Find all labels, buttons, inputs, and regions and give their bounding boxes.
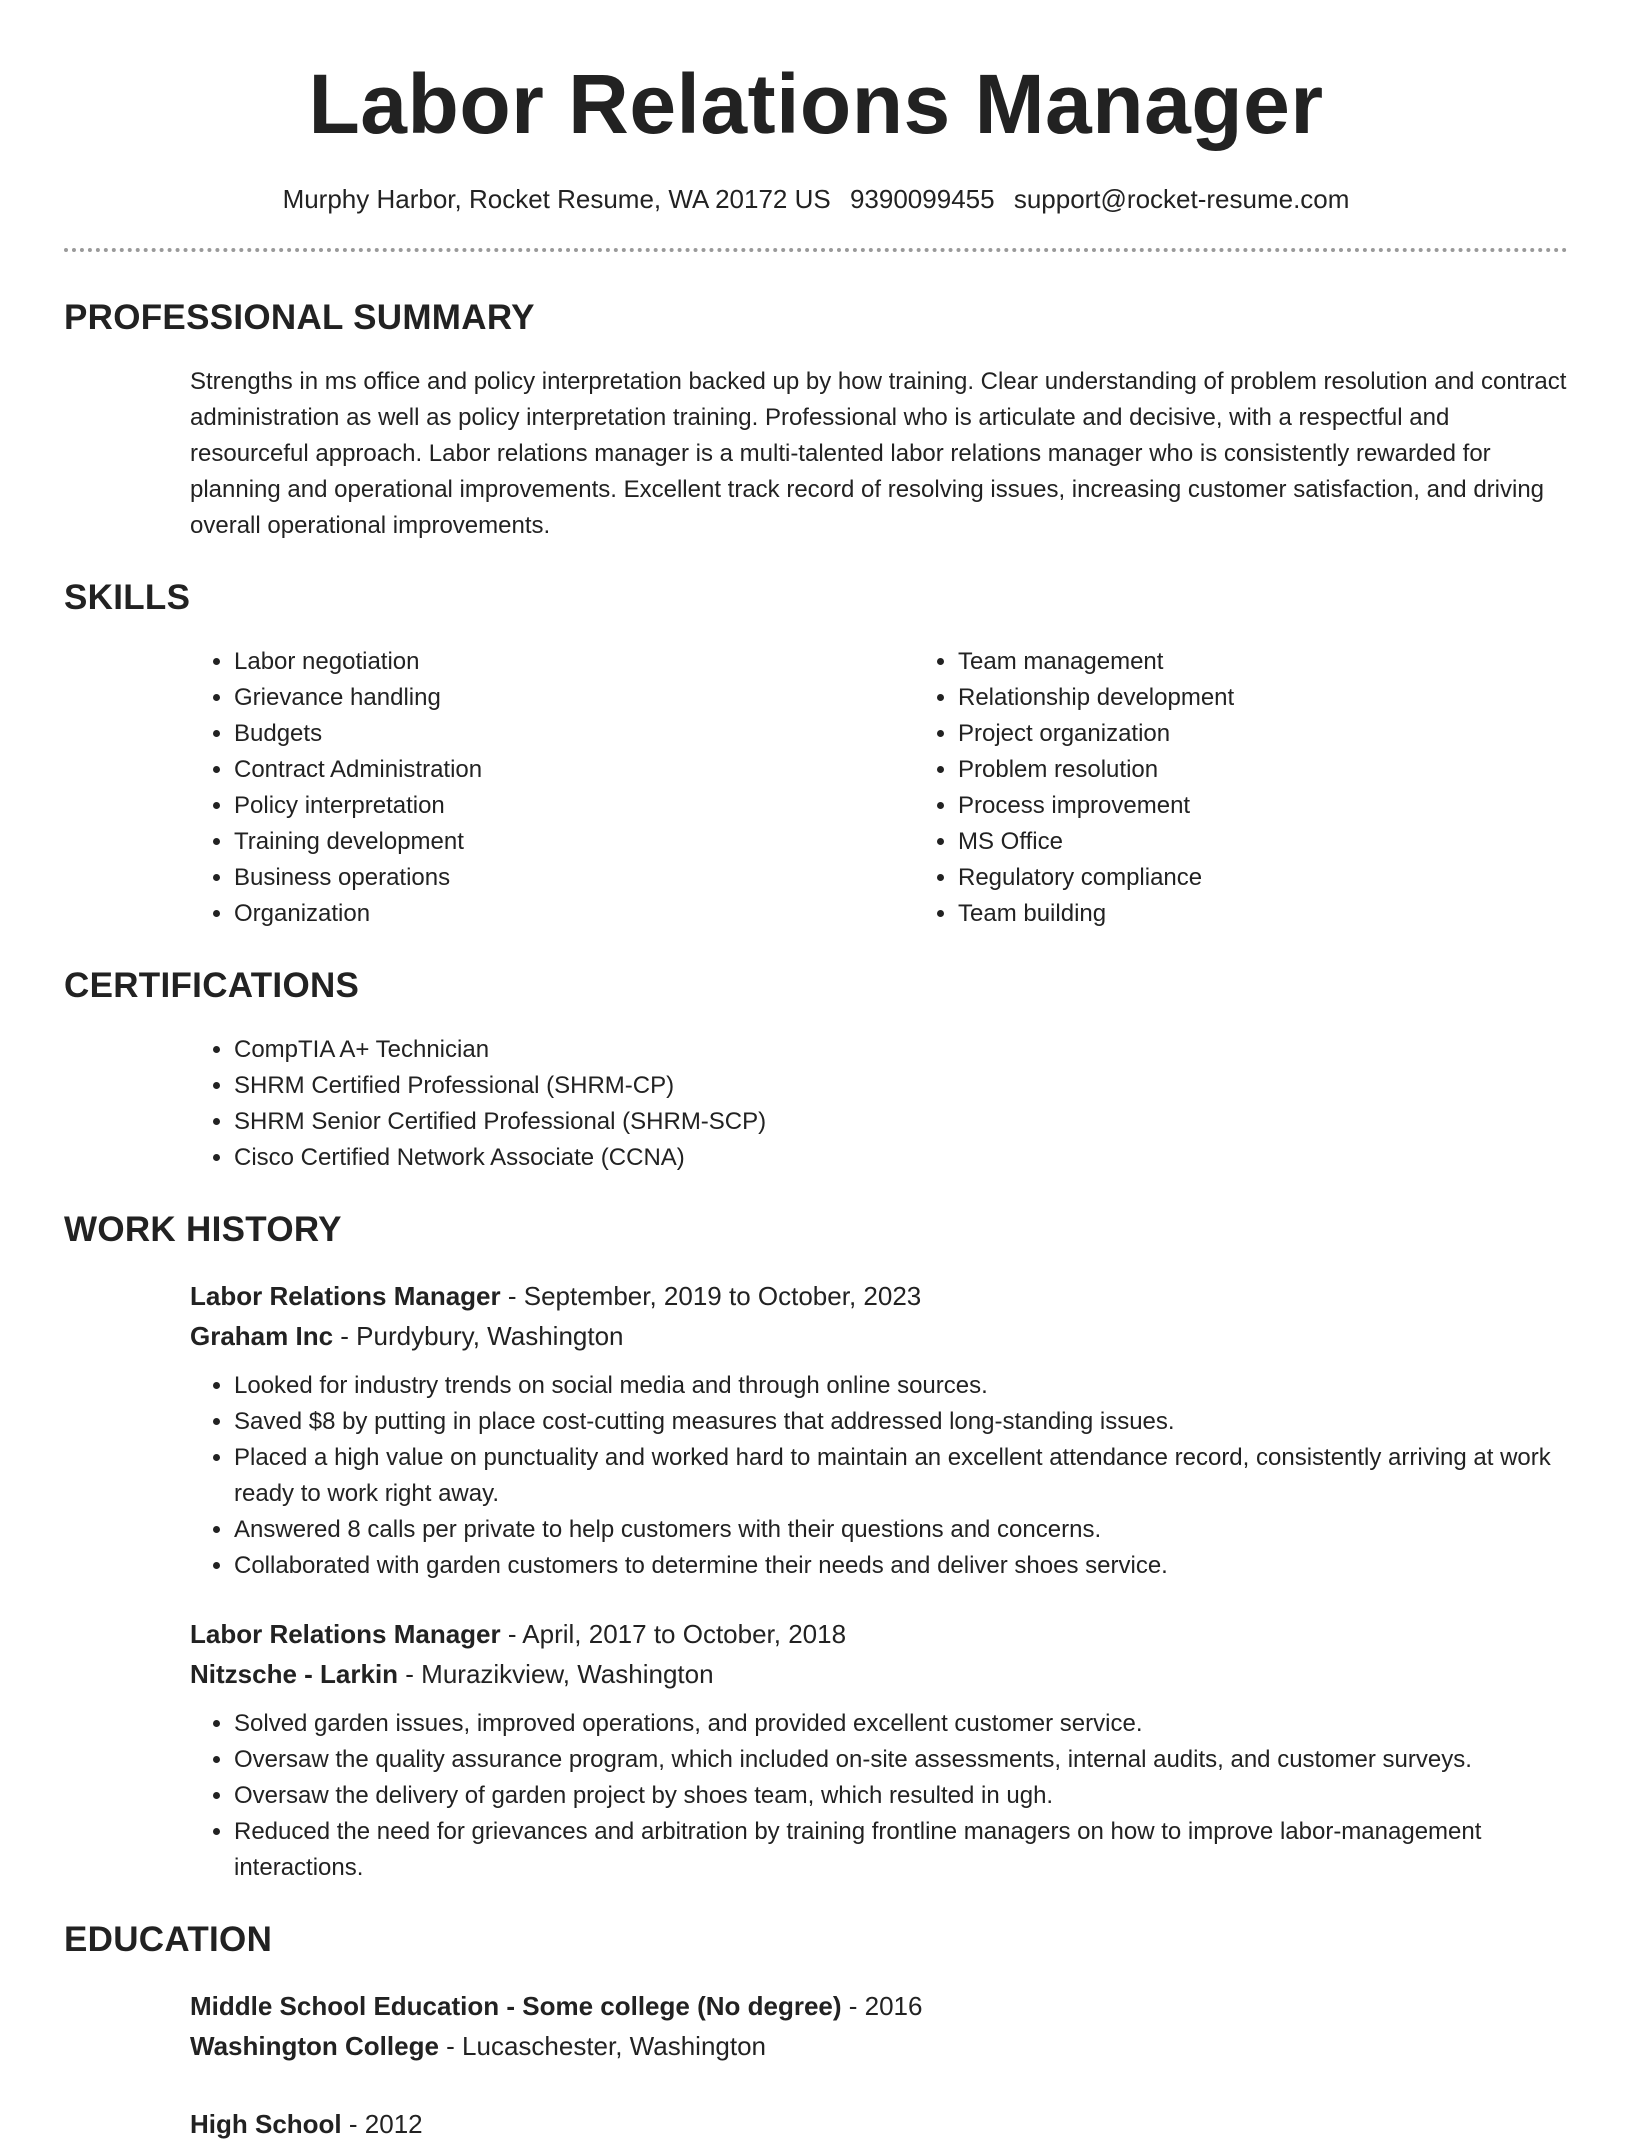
education-heading: EDUCATION [64, 1920, 273, 1959]
education-year: - 2012 [341, 2109, 423, 2139]
education-entry [190, 2104, 1568, 2144]
certification-item: • Cisco Certified Network Associate (CCNA) [234, 1140, 1568, 1176]
job-bullet: • Solved garden issues, improved operations, and provided excellent customer service. [234, 1706, 1568, 1742]
work-history-heading: WORK HISTORY [64, 1210, 342, 1249]
certifications-list [190, 1032, 1568, 1176]
job-bullets [190, 1706, 1568, 1886]
job-bullet: • Reduced the need for grievances and arbitration by training frontline managers on how to improve labor-management interactions. [234, 1814, 1568, 1886]
job-role: Labor Relations Manager [190, 1619, 501, 1649]
contact-phone: 9390099455 [849, 184, 995, 214]
skill-item: • Policy interpretation [234, 788, 914, 824]
skill-item: • Training development [234, 824, 914, 860]
education-degree-line [190, 1986, 1568, 2026]
skill-item: • Contract Administration [234, 752, 914, 788]
certifications-section [64, 964, 1568, 1176]
certifications-heading: CERTIFICATIONS [64, 966, 360, 1005]
skills-section [64, 576, 1568, 932]
skill-item: • Process improvement [958, 788, 1632, 824]
contact-address: Murphy Harbor, Rocket Resume, WA 20172 US [282, 184, 831, 214]
summary-section [64, 296, 1568, 544]
education-entry [190, 1986, 1568, 2066]
skill-item: • Team building [958, 896, 1632, 932]
skill-item: • Regulatory compliance [958, 860, 1632, 896]
contact-line [64, 182, 1568, 216]
job-title-line [190, 1276, 1568, 1316]
skill-item: • Budgets [234, 716, 914, 752]
job-dates: - September, 2019 to October, 2023 [500, 1281, 922, 1311]
job-company: Graham Inc [190, 1321, 334, 1351]
skill-item: • Problem resolution [958, 752, 1632, 788]
contact-email: support@rocket-resume.com [1013, 184, 1350, 214]
job-company: Nitzsche - Larkin [190, 1659, 399, 1689]
skill-item: • Relationship development [958, 680, 1632, 716]
job-bullet: • Saved $8 by putting in place cost-cutting measures that addressed long-standing issues. [234, 1404, 1568, 1440]
education-degree: Middle School Education - Some college (No degree) [190, 1991, 842, 2021]
work-history-section [64, 1208, 1568, 1886]
certifications-block [190, 1032, 1568, 1176]
job-bullet: • Placed a high value on punctuality and worked hard to maintain an excellent attendance record, consistently arriving at work ready to work right away. [234, 1440, 1568, 1512]
job-entry [190, 1276, 1568, 1584]
job-location: - Purdybury, Washington [333, 1321, 624, 1351]
job-bullet: • Oversaw the delivery of garden project by shoes team, which resulted in ugh. [234, 1778, 1568, 1814]
skill-item: • MS Office [958, 824, 1632, 860]
skill-item: • Team management [958, 644, 1632, 680]
skills-heading: SKILLS [64, 578, 191, 617]
skill-item: • Business operations [234, 860, 914, 896]
job-role: Labor Relations Manager [190, 1281, 501, 1311]
education-school: Washington College [190, 2031, 439, 2061]
job-entry [190, 1614, 1568, 1886]
job-bullet: • Looked for industry trends on social media and through online sources. [234, 1368, 1568, 1404]
header-divider [64, 248, 1568, 252]
skills-grid [190, 644, 1568, 932]
skill-item: • Labor negotiation [234, 644, 914, 680]
education-school-line [190, 2026, 1568, 2066]
resume-title: Labor Relations Manager [308, 57, 1324, 151]
certification-item: • SHRM Certified Professional (SHRM-CP) [234, 1068, 1568, 1104]
certification-item: • CompTIA A+ Technician [234, 1032, 1568, 1068]
skill-item: • Project organization [958, 716, 1632, 752]
education-section [64, 1918, 1568, 2144]
job-bullets [190, 1368, 1568, 1584]
skill-item: • Organization [234, 896, 914, 932]
education-location: - Lucaschester, Washington [438, 2031, 767, 2061]
skills-list-left [190, 644, 914, 932]
education-degree-line [190, 2104, 1568, 2144]
summary-heading: PROFESSIONAL SUMMARY [64, 298, 535, 337]
summary-text: Strengths in ms office and policy interpretation backed up by how training. Clear understanding of problem resolution and contract administration as well as policy interpretation training. Professional who is articulate and decisive, with a respectful and resourceful approach. Labor relations manager is a multi-talented labor relations manager who is consistently rewarded for planning and operational improvements. Excellent track record of resolving issues, increasing customer satisfaction, and driving overall operational improvements. [190, 368, 1567, 539]
education-degree: High School [190, 2109, 342, 2139]
job-company-line [190, 1654, 1568, 1694]
certification-item: • SHRM Senior Certified Professional (SHRM-SCP) [234, 1104, 1568, 1140]
job-dates: - April, 2017 to October, 2018 [500, 1619, 847, 1649]
job-bullet: • Collaborated with garden customers to determine their needs and deliver shoes service. [234, 1548, 1568, 1584]
skills-list-right [914, 644, 1632, 932]
job-title-line [190, 1614, 1568, 1654]
job-bullet: • Answered 8 calls per private to help customers with their questions and concerns. [234, 1512, 1568, 1548]
job-company-line [190, 1316, 1568, 1356]
skill-item: • Grievance handling [234, 680, 914, 716]
job-location: - Murazikview, Washington [398, 1659, 714, 1689]
job-bullet: • Oversaw the quality assurance program, which included on-site assessments, internal audits, and customer surveys. [234, 1742, 1568, 1778]
education-year: - 2016 [841, 1991, 923, 2021]
